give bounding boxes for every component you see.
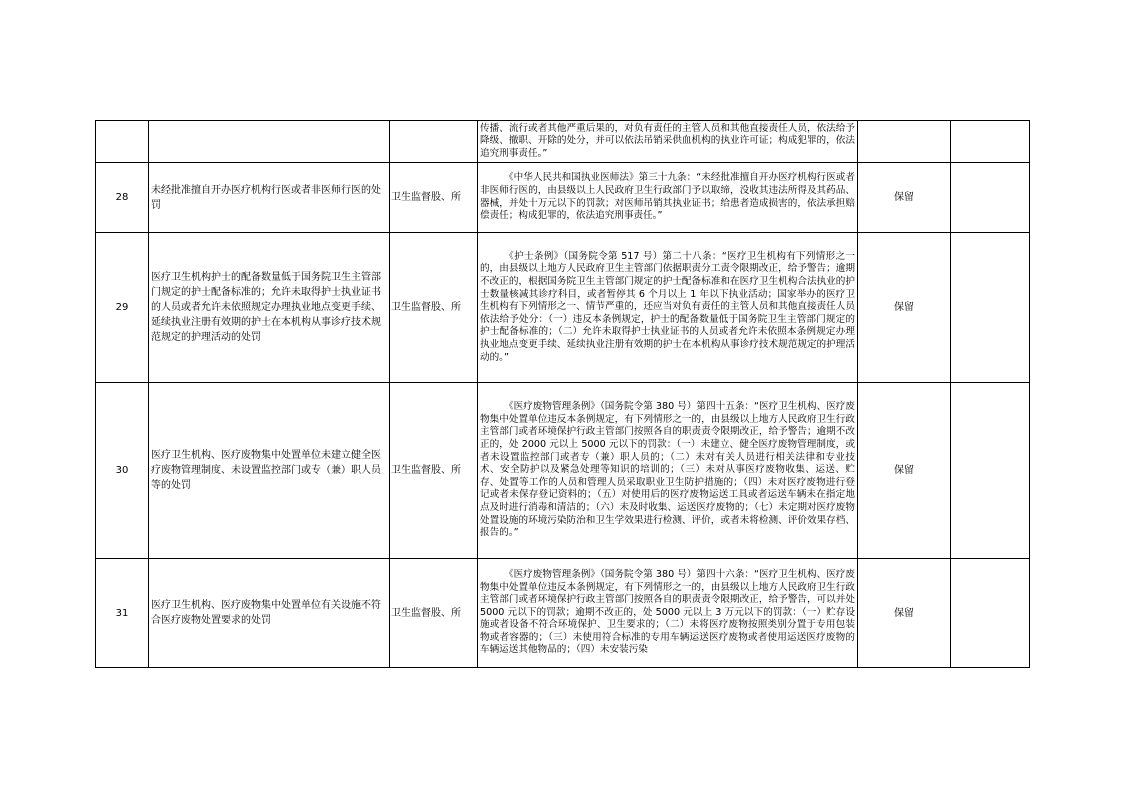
department: 卫生监督股、所 — [390, 233, 478, 383]
penalty-items-table — [95, 120, 1030, 668]
item-name: 医疗卫生机构、医疗废物集中处置单位有关设施不符合医疗废物处置要求的处罚 — [149, 559, 390, 668]
table-row — [96, 559, 1030, 668]
status: 保留 — [858, 559, 951, 668]
item-name — [149, 121, 390, 163]
item-name: 医疗卫生机构、医疗废物集中处置单位未建立健全医疗废物管理制度、未设置监控部门或专（兼）职人员等的处罚 — [149, 383, 390, 559]
row-number: 30 — [96, 383, 149, 559]
legal-basis: 《中华人民共和国执业医师法》第三十九条：“未经批准擅自开办医疗机构行医或者非医师行医的，由县级以上人民政府卫生行政部门予以取缔，没收其违法所得及其药品、器械，并处十万元以下的罚款；对医师吊销其执业证书；给患者造成损害的，依法承担赔偿责任；构成犯罪的，依法追究刑事责任。” — [480, 172, 855, 222]
item-name: 未经批准擅自开办医疗机构行医或者非医师行医的处罚 — [149, 163, 390, 233]
department: 卫生监督股、所 — [390, 559, 478, 668]
department: 卫生监督股、所 — [390, 163, 478, 233]
remark — [951, 559, 1030, 668]
legal-basis: 《护士条例》（国务院令第 517 号）第二十八条：“医疗卫生机构有下列情形之一的，由县级以上地方人民政府卫生主管部门依据职责分工责令限期改正，给予警告；逾期不改正的，根据国务院卫生主管部门规定的护士配备标准和在医疗卫生机构合法执业的护士数量核减其诊疗科目，或者暂停其 6 个月以上 1 年以下执业活动；国家举办的医疗卫生机构有下列情形之一、情节严重的，还应当对负有责任的主管人员和其他直接责任人员依法给予处分：（一）违反本条例规定，护士的配备数量低于国务院卫生主管部门规定的护士配备标准的；（二）允许未取得护士执业证书的人员或者允许未依照本条例规定办理执业地点变更手续、延续执业注册有效期的护士在本机构从事诊疗技术规范规定的护理活动的。” — [480, 250, 855, 363]
remark — [951, 383, 1030, 559]
department — [390, 121, 478, 163]
status: 保留 — [858, 163, 951, 233]
status: 保留 — [858, 383, 951, 559]
department: 卫生监督股、所 — [390, 383, 478, 559]
row-number: 31 — [96, 559, 149, 668]
table-row — [96, 383, 1030, 559]
row-number: 29 — [96, 233, 149, 383]
table-row — [96, 163, 1030, 233]
remark — [951, 233, 1030, 383]
legal-basis: 《医疗废物管理条例》（国务院令第 380 号）第四十五条：“医疗卫生机构、医疗废物集中处置单位违反本条例规定，有下列情形之一的，由县级以上地方人民政府卫生行政主管部门或者环境保护行政主管部门按照各自的职责责令限期改正，给予警告；逾期不改正的，处 2000 元以上 5000 元以下的罚款：（一）未建立、健全医疗废物管理制度，或者未设置监控部门或者专（兼）职人员的；（二）未对有关人员进行相关法律和专业技术、安全防护以及紧急处理等知识的培训的；（三）未对从事医疗废物收集、运送、贮存、处置等工作的人员和管理人员采取职业卫生防护措施的；（四）未对医疗废物进行登记或者未保存登记资料的；（五）对使用后的医疗废物运送工具或者运送车辆未在指定地点及时进行消毒和清洁的；（六）未及时收集、运送医疗废物的；（七）未定期对医疗废物处置设施的环境污染防治和卫生学效果进行检测、评价，或者未将检测、评价效果存档、报告的。” — [480, 401, 855, 539]
status: 保留 — [858, 233, 951, 383]
row-number: 28 — [96, 163, 149, 233]
legal-basis: 《医疗废物管理条例》（国务院令第 380 号）第四十六条：“医疗卫生机构、医疗废物集中处置单位违反本条例规定，有下列情形之一的，由县级以上地方人民政府卫生行政主管部门或者环境保护行政主管部门按照各自的职责责令限期改正，给予警告，可以并处 5000 元以下的罚款；逾期不改正的，处 5000 元以上 3 万元以下的罚款：（一）贮存设施或者设备不符合环境保护、卫生要求的；（二）未将医疗废物按照类别分置于专用包装物或者容器的；（三）未使用符合标准的专用车辆运送医疗废物或者使用运送医疗废物的车辆运送其他物品的；（四）未安装污染 — [480, 568, 855, 656]
item-name: 医疗卫生机构护士的配备数量低于国务院卫生主管部门规定的护士配备标准的；允许未取得护士执业证书的人员或者允许未依照规定办理执业地点变更手续、延续执业注册有效期的护士在本机构从事诊疗技术规范规定的护理活动的处罚 — [149, 233, 390, 383]
table-row — [96, 233, 1030, 383]
row-number — [96, 121, 149, 163]
remark — [951, 163, 1030, 233]
table-row — [96, 121, 1030, 163]
status — [858, 121, 951, 163]
remark — [951, 121, 1030, 163]
legal-basis: 传播、流行或者其他严重后果的，对负有责任的主管人员和其他直接责任人员，依法给予降级、撤职、开除的处分，并可以依法吊销采供血机构的执业许可证；构成犯罪的，依法追究刑事责任。” — [478, 121, 858, 163]
